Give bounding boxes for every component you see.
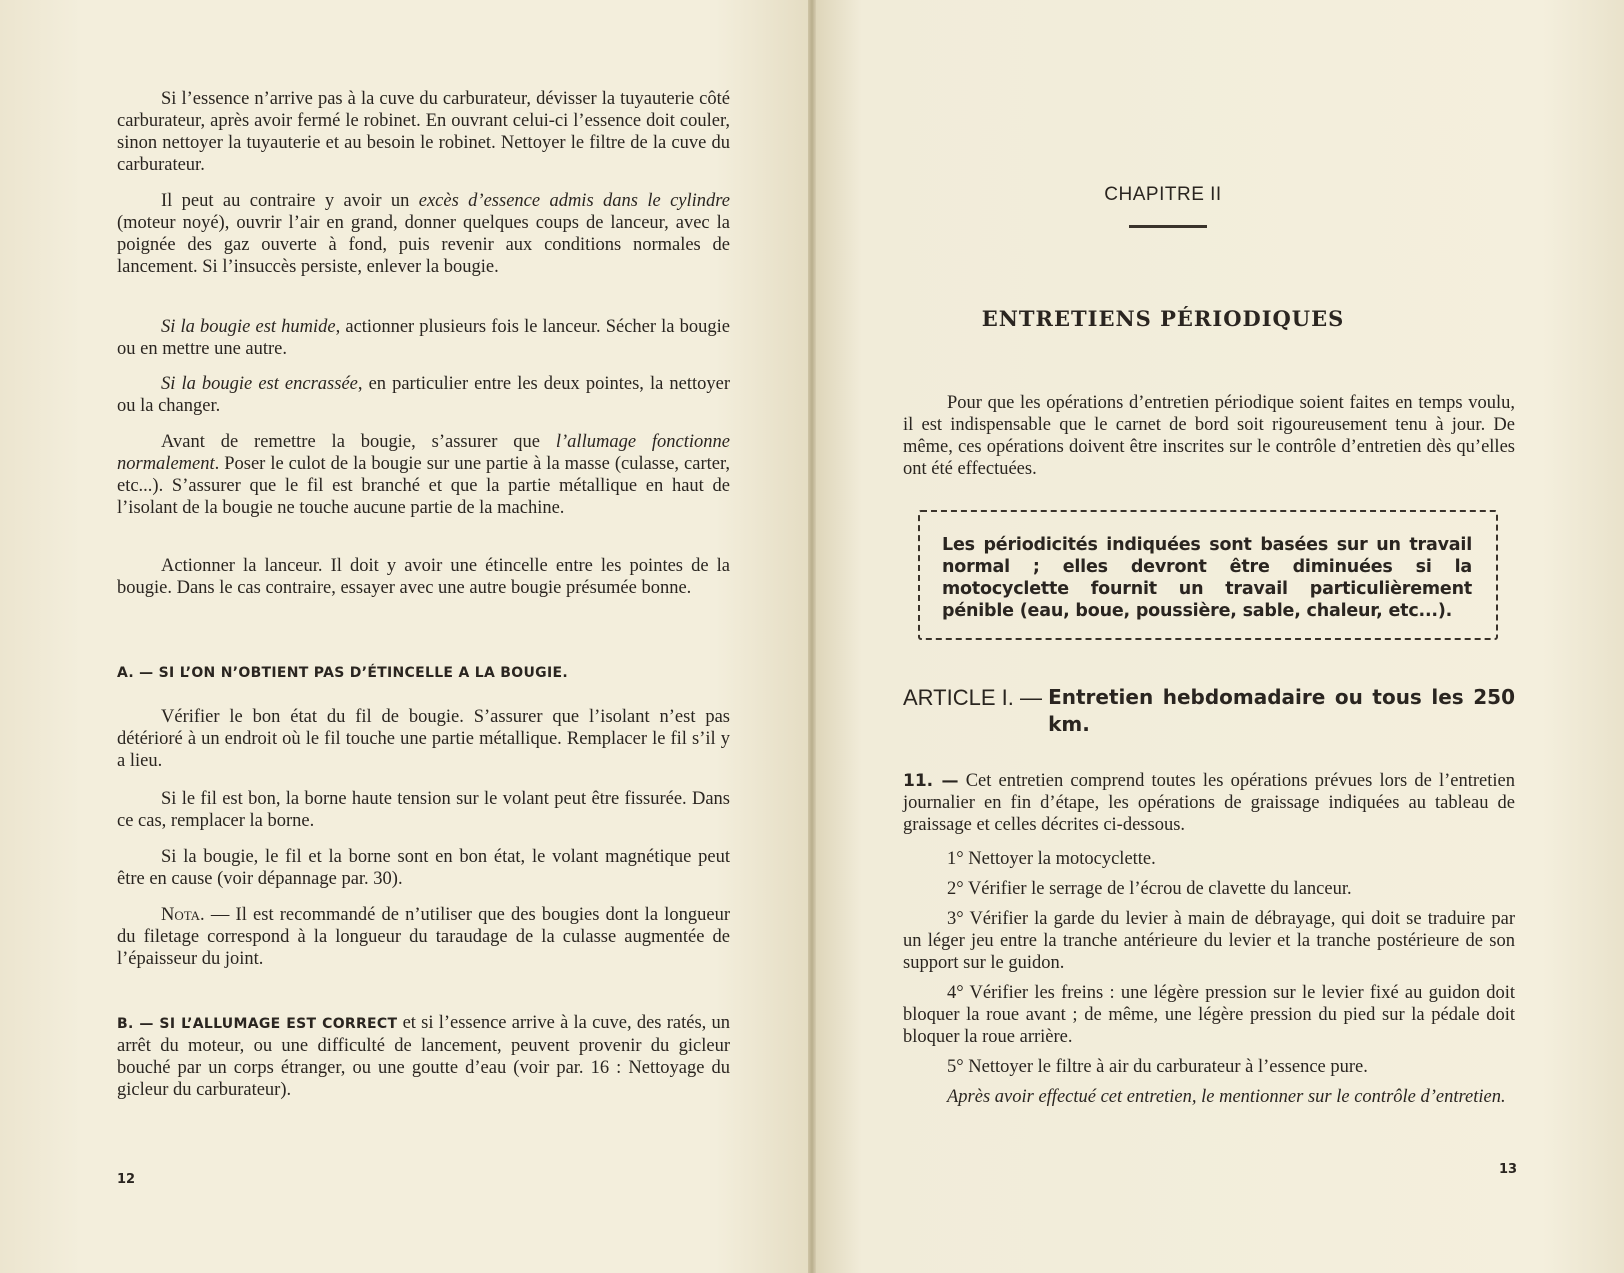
page-number: 13 xyxy=(1499,1162,1518,1177)
paragraph xyxy=(117,431,730,519)
notice-box xyxy=(918,510,1498,640)
list-item: 5° Nettoyer le filtre à air du carburateur à l’essence pure. xyxy=(947,1057,1368,1077)
heading-b-label: B. — SI L’ALLUMAGE EST CORRECT xyxy=(117,1016,398,1032)
italic-run: excès d’essence admis dans le cylindre xyxy=(418,191,731,211)
italic-run: Si la bougie est encrassée xyxy=(161,374,358,394)
right-page xyxy=(813,0,1624,1273)
nota-label: Nota. xyxy=(161,905,205,925)
section-heading-a: A. — SI L’ON N’OBTIENT PAS D’ÉTINCELLE A LA BOUGIE. xyxy=(117,665,568,681)
italic-run: Si la bougie est humide xyxy=(161,317,336,337)
text-run: Cet entretien comprend toutes les opérations prévues lors de l’entretien journalier en fin d’étape, les opérations de graissage indiquées au tableau de graissage et celles décrites ci-dessous. xyxy=(903,771,1515,835)
page-title: ENTRETIENS PÉRIODIQUES xyxy=(981,306,1345,331)
book-gutter xyxy=(808,0,816,1273)
paragraph: Si l’essence n’arrive pas à la cuve du carburateur, dévisser la tuyauterie côté carburateur, après avoir fermé le robinet. En ouvrant celui-ci l’essence doit couler, sinon nettoyer la tuyauterie et au besoin le robinet. Nettoyer le filtre de la cuve du carburateur. xyxy=(117,89,730,175)
paragraph-number: 11. — xyxy=(903,771,959,791)
notice-text: Les périodicités indiquées sont basées sur un travail normal ; elles devront être diminuées si la motocyclette fournit un travail particulièrement pénible (eau, boue, poussière, sable, chaleur, etc...). xyxy=(942,535,1472,621)
nota-paragraph xyxy=(117,904,730,970)
closing-note: Après avoir effectué cet entretien, le mentionner sur le contrôle d’entretien. xyxy=(947,1087,1506,1107)
list-item: 1° Nettoyer la motocyclette. xyxy=(947,849,1156,869)
list-item: 4° Vérifier les freins : une légère pression sur le levier fixé au guidon doit bloquer la roue avant ; de même, une légère pression du pied sur la pédale doit bloquer la roue arrière. xyxy=(903,983,1515,1047)
text-run: , en particulier entre les deux pointes, la nettoyer ou la changer. xyxy=(117,374,730,416)
intro-paragraph: Pour que les opérations d’entretien périodique soient faites en temps voulu, il est indispensable que le carnet de bord soit rigoureusement tenu à jour. De même, ces opérations doivent être inscrites sur le contrôle d’entretien dès qu’elles ont été effectuées. xyxy=(903,393,1515,479)
text-run: (moteur noyé), ouvrir l’air en grand, donner quelques coups de lanceur, avec la poignée des gaz ouverte à fond, puis revenir aux conditions normales de lancement. Si l’insuccès persiste, enlever la bougie. xyxy=(117,213,730,277)
text-run: . Poser le culot de la bougie sur une partie à la masse (culasse, carter, etc...). S’assurer que le fil est branché et que la partie métallique en haut de l’isolant de la bougie ne touche aucune partie de la machine. xyxy=(117,454,730,518)
article-label: ARTICLE I. — xyxy=(903,685,1049,710)
section-heading-b xyxy=(117,1012,730,1101)
paragraph xyxy=(117,190,730,278)
chapter-divider xyxy=(1129,225,1207,228)
paragraph xyxy=(117,316,730,360)
paragraph: Vérifier le bon état du fil de bougie. S’assurer que l’isolant n’est pas détérioré à un endroit où le fil touche une partie métallique. Remplacer le fil s’il y a lieu. xyxy=(117,707,730,771)
text-run: Avant de remettre la bougie, s’assurer que xyxy=(161,432,556,452)
paragraph: Actionner la lanceur. Il doit y avoir une étincelle entre les pointes de la bougie. Dans le cas contraire, essayer avec une autre bougie présumée bonne. xyxy=(117,556,730,598)
list-item: 3° Vérifier la garde du levier à main de débrayage, qui doit se traduire par un léger jeu entre la tranche antérieure du levier et la tranche postérieure de son support sur le guidon. xyxy=(903,909,1515,973)
paragraph xyxy=(117,373,730,417)
list-item: 2° Vérifier le serrage de l’écrou de clavette du lanceur. xyxy=(947,879,1352,899)
paragraph-11 xyxy=(903,770,1515,836)
text-run: , actionner plusieurs fois le lanceur. Sécher la bougie ou en mettre une autre. xyxy=(117,317,730,359)
paragraph: Si le fil est bon, la borne haute tension sur le volant peut être fissurée. Dans ce cas, remplacer la borne. xyxy=(117,789,730,831)
chapter-heading: CHAPITRE II xyxy=(1104,184,1222,205)
text-run: Il peut au contraire y avoir un xyxy=(161,191,419,211)
article-heading xyxy=(903,684,1515,738)
paragraph: Si la bougie, le fil et la borne sont en bon état, le volant magnétique peut être en cause (voir dépannage par. 30). xyxy=(117,847,730,889)
text-run: et si l’essence arrive à la cuve, des ratés, un arrêt du moteur, ou une difficulté de lancement, peuvent provenir du gicleur bouché par un corps étranger, ou une goutte d’eau (voir par. 16 : Nettoyage du gicleur du carburateur). xyxy=(117,1013,730,1100)
italic-run: l’allumage fonctionne normalement xyxy=(117,432,730,474)
checklist xyxy=(903,848,1515,1108)
article-title: Entretien hebdomadaire ou tous les 250 km. xyxy=(1048,685,1515,736)
text-run: — Il est recommandé de n’utiliser que des bougies dont la longueur du filetage correspond à la longueur du taraudage de la culasse augmentée de l’épaisseur du joint. xyxy=(117,905,730,969)
page-number: 12 xyxy=(117,1172,136,1187)
